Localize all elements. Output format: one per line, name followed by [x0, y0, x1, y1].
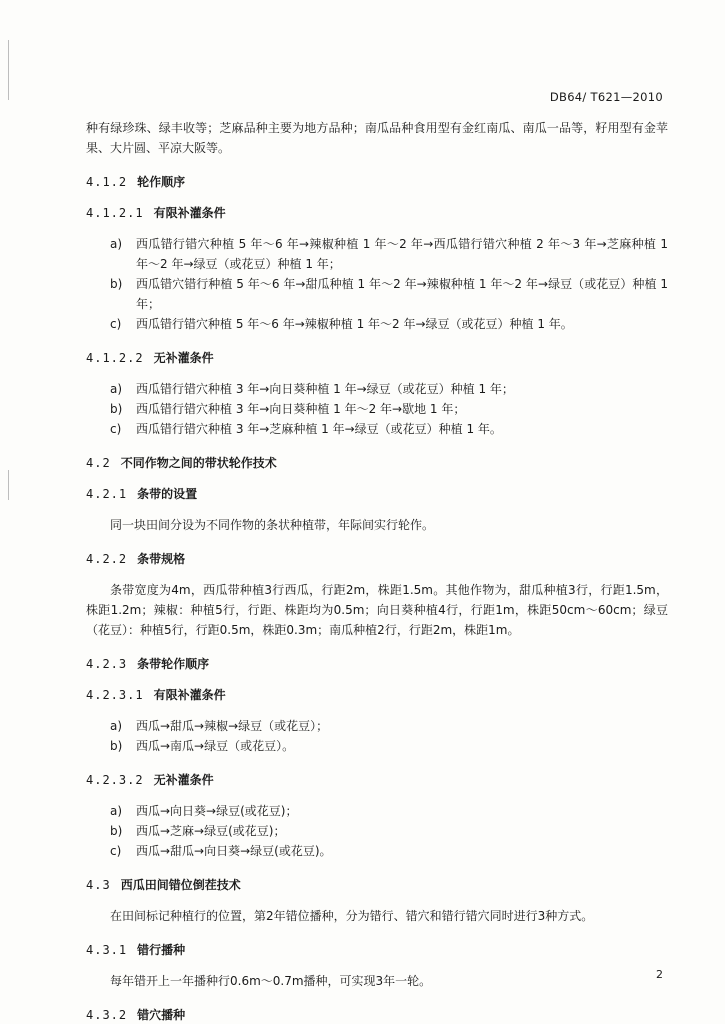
heading-title: 无补灌条件 [153, 773, 214, 787]
intro-paragraph: 种有绿珍珠、绿丰收等；芝麻品种主要为地方品种；南瓜品种食用型有金红南瓜、南瓜一品等，籽用型有金苹果、大片圆、平凉大阪等。 [86, 121, 668, 155]
heading-number: 4.2.3.2 [86, 773, 144, 787]
heading-4-2-3-1 [86, 685, 668, 705]
heading-number: 4.3 [86, 878, 111, 892]
list-4-2-3-2 [86, 801, 668, 861]
heading-title: 错行播种 [137, 943, 186, 957]
heading-number: 4.1.2 [86, 175, 128, 189]
heading-number: 4.2.3.1 [86, 688, 144, 702]
paragraph-4-2-1: 同一块田间分设为不同作物的条状种植带，年际间实行轮作。 [110, 518, 435, 532]
page-number: 2 [656, 968, 663, 981]
list-item: b) 西瓜错穴错行种植 5 年～6 年→甜瓜种植 1 年～2 年→辣椒种植 1 年～2 年→绿豆（或花豆）种植 1 年； [110, 277, 668, 311]
heading-title: 不同作物之间的带状轮作技术 [120, 456, 277, 470]
heading-4-2-2 [86, 549, 668, 569]
document-body [86, 118, 668, 1025]
heading-number: 4.2.2 [86, 552, 128, 566]
heading-4-1-2-1 [86, 203, 668, 223]
heading-title: 有限补灌条件 [153, 206, 226, 220]
list-item: b) 西瓜→南瓜→绿豆（或花豆）。 [110, 739, 295, 753]
heading-number: 4.3.1 [86, 943, 128, 957]
list-item: b) 西瓜错行错穴种植 3 年→向日葵种植 1 年～2 年→歇地 1 年； [110, 402, 466, 416]
heading-4-2-1 [86, 484, 668, 504]
scan-edge-mark [8, 40, 9, 100]
doc-code-header: DB64/ T621—2010 [549, 90, 663, 104]
heading-number: 4.3.2 [86, 1008, 128, 1022]
heading-4-3 [86, 875, 668, 895]
heading-title: 错穴播种 [137, 1008, 186, 1022]
list-item: c) 西瓜错行错穴种植 5 年～6 年→辣椒种植 1 年～2 年→绿豆（或花豆）种植 1 年。 [110, 317, 573, 331]
heading-number: 4.1.2.1 [86, 206, 144, 220]
list-item: a) 西瓜→甜瓜→辣椒→绿豆（或花豆）； [110, 719, 329, 733]
heading-number: 4.2.3 [86, 657, 128, 671]
paragraph-4-2-2: 条带宽度为4m，西瓜带种植3行西瓜，行距2m，株距1.5m。其他作物为，甜瓜种植3行，行距1.5m，株距1.2m；辣椒：种植5行，行距、株距均为0.5m；向日葵种植4行，行距1m，株距50cm～60cm；绿豆（花豆）：种植5行，行距0.5m，株距0.3m；南瓜种植2行，行距2m，株距1m。 [86, 583, 668, 637]
heading-title: 轮作顺序 [137, 175, 186, 189]
paragraph-4-3-1: 每年错开上一年播种行0.6m～0.7m播种，可实现3年一轮。 [110, 974, 432, 988]
list-item: c) 西瓜→甜瓜→向日葵→绿豆(或花豆)。 [110, 844, 332, 858]
list-4-1-2-1 [86, 234, 668, 334]
heading-title: 条带轮作顺序 [137, 657, 210, 671]
heading-4-2-3 [86, 654, 668, 674]
heading-title: 条带的设置 [137, 487, 198, 501]
heading-title: 无补灌条件 [153, 351, 214, 365]
list-item: c) 西瓜错行错穴种植 3 年→芝麻种植 1 年→绿豆（或花豆）种植 1 年。 [110, 422, 502, 436]
heading-number: 4.2 [86, 456, 111, 470]
scan-edge-mark [8, 470, 9, 500]
heading-4-2-3-2 [86, 770, 668, 790]
list-item: b) 西瓜→芝麻→绿豆(或花豆)； [110, 824, 286, 838]
list-item: a) 西瓜错行错穴种植 3 年→向日葵种植 1 年→绿豆（或花豆）种植 1 年； [110, 382, 514, 396]
list-4-1-2-2 [86, 379, 668, 439]
heading-number: 4.2.1 [86, 487, 128, 501]
heading-4-1-2-2 [86, 348, 668, 368]
heading-title: 有限补灌条件 [153, 688, 226, 702]
list-4-2-3-1 [86, 716, 668, 756]
heading-4-3-1 [86, 940, 668, 960]
heading-title: 西瓜田间错位倒茬技术 [120, 878, 241, 892]
paragraph-4-3: 在田间标记种植行的位置，第2年错位播种，分为错行、错穴和错行错穴同时进行3种方式。 [110, 909, 594, 923]
heading-number: 4.1.2.2 [86, 351, 144, 365]
list-item: a) 西瓜→向日葵→绿豆(或花豆)； [110, 804, 298, 818]
list-item: a) 西瓜错行错穴种植 5 年～6 年→辣椒种植 1 年～2 年→西瓜错行错穴种植 2 年～3 年→芝麻种植 1 年～2 年→绿豆（或花豆）种植 1 年； [110, 237, 668, 271]
heading-4-2 [86, 453, 668, 473]
heading-title: 条带规格 [137, 552, 186, 566]
heading-4-3-2 [86, 1005, 668, 1025]
heading-4-1-2 [86, 172, 668, 192]
